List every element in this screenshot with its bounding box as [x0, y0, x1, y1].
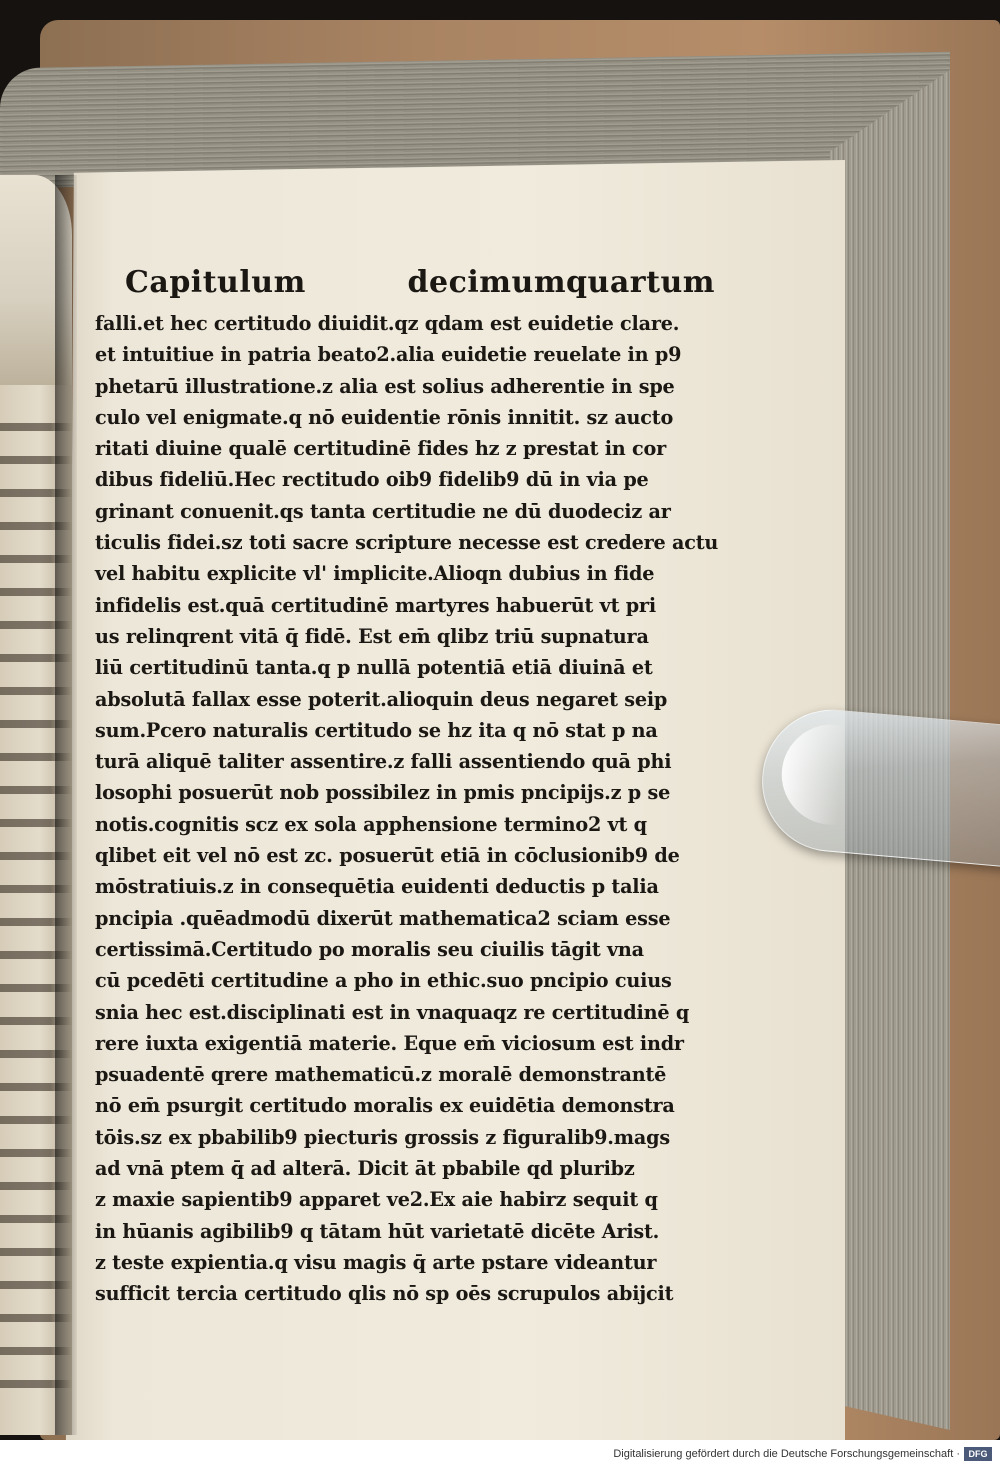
text-line: falli.et hec certitudo diuidit.qz qdam est euidetie clare. [95, 312, 680, 335]
text-line: pncipia .quēadmodū dixerūt mathematica2 sciam esse [95, 906, 671, 930]
text-line: absolutā fallax esse poterit.alioquin deus negaret seip [95, 687, 668, 711]
heading-decimumquartum: decimumquartum [407, 265, 715, 300]
text-line: mōstratiuis.z in consequētia euidenti deductis p talia [95, 875, 659, 899]
credit-text: Digitalisierung gefördert durch die Deutsche Forschungsgemeinschaft · [613, 1448, 960, 1460]
page-text [95, 265, 745, 1310]
heading-capitulum: Capitulum [125, 265, 306, 300]
digitization-credit-bar [0, 1440, 1000, 1469]
text-line: infidelis est.quā certitudinē martyres habuerūt vt pri [95, 593, 656, 617]
text-line: psuadentē qrere mathematicū.z moralē demonstrantē [95, 1063, 667, 1087]
text-line: dibus fideliū.Hec rectitudo oib9 fidelib9 dū in via pe [95, 468, 649, 492]
text-line: vel habitu explicite vl' implicite.Alioqn dubius in fide [95, 562, 655, 586]
text-line: snia hec est.disciplinati est in vnaquaqz re certitudinē q [95, 1000, 690, 1024]
text-line: certissimā.Certitudo po moralis seu ciuilis tāgit vna [95, 937, 644, 961]
text-line: ritati diuine qualē certitudinē fides hz z prestat in cor [95, 437, 667, 461]
book-gutter-shadow [55, 175, 77, 1435]
text-line: liū certitudinū tanta.q p nullā potentiā etiā diuinā et [95, 656, 653, 680]
text-line: turā aliquē taliter assentire.z falli assentiendo quā phi [95, 750, 672, 774]
text-line: in hūanis agibilib9 q tātam hūt varietatē dicēte Arist. [95, 1219, 660, 1243]
text-line: notis.cognitis scz ex sola apphensione termino2 vt q [95, 812, 647, 836]
text-lines [95, 308, 745, 1310]
dfg-logo: DFG [964, 1447, 992, 1461]
text-line: ad vnā ptem q̄ ad alterā. Dicit āt pbabile qd pluribz [95, 1157, 635, 1181]
text-line: z teste expientia.q visu magis q̄ arte pstare videantur [95, 1250, 657, 1274]
text-line: sufficit tercia certitudo qlis nō sp oēs scrupulos abijcit [95, 1282, 674, 1306]
text-line: sum.Pcero naturalis certitudo se hz ita q nō stat p na [95, 718, 658, 742]
text-line: et intuitiue in patria beato2.alia euidetie reuelate in p9 [95, 343, 682, 367]
text-line: tōis.sz ex pbabilib9 piecturis grossis z figuralib9.mags [95, 1125, 670, 1149]
text-line: phetarū illustratione.z alia est solius adherentie in spe [95, 374, 675, 398]
text-line: cū pcedēti certitudine a pho in ethic.suo pncipio cuius [95, 969, 672, 993]
text-line: qlibet eit vel nō est zc. posuerūt etiā in cōclusionib9 de [95, 844, 680, 868]
glass-highlight [778, 720, 846, 825]
text-line: ticulis fidei.sz toti sacre scripture necesse est credere actu [95, 531, 719, 555]
text-line: rere iuxta exigentiā materie. Eque em̄ viciosum est indr [95, 1031, 684, 1055]
text-line: nō em̄ psurgit certitudo moralis ex euidētia demonstra [95, 1094, 675, 1118]
text-line: grinant conuenit.qs tanta certitudie ne dū duodeciz ar [95, 499, 671, 523]
text-line: losophi posuerūt nob possibilez in pmis pncipijs.z p se [95, 781, 671, 805]
chapter-heading [125, 265, 715, 300]
text-line: us relinqrent vitā q̄ fidē. Est em̄ qlibz triū supnatura [95, 624, 649, 648]
text-line: z maxie sapientib9 apparet ve2.Ex aie habirz sequit q [95, 1188, 658, 1212]
text-line: culo vel enigmate.q nō euidentie rōnis innitit. sz aucto [95, 405, 674, 429]
